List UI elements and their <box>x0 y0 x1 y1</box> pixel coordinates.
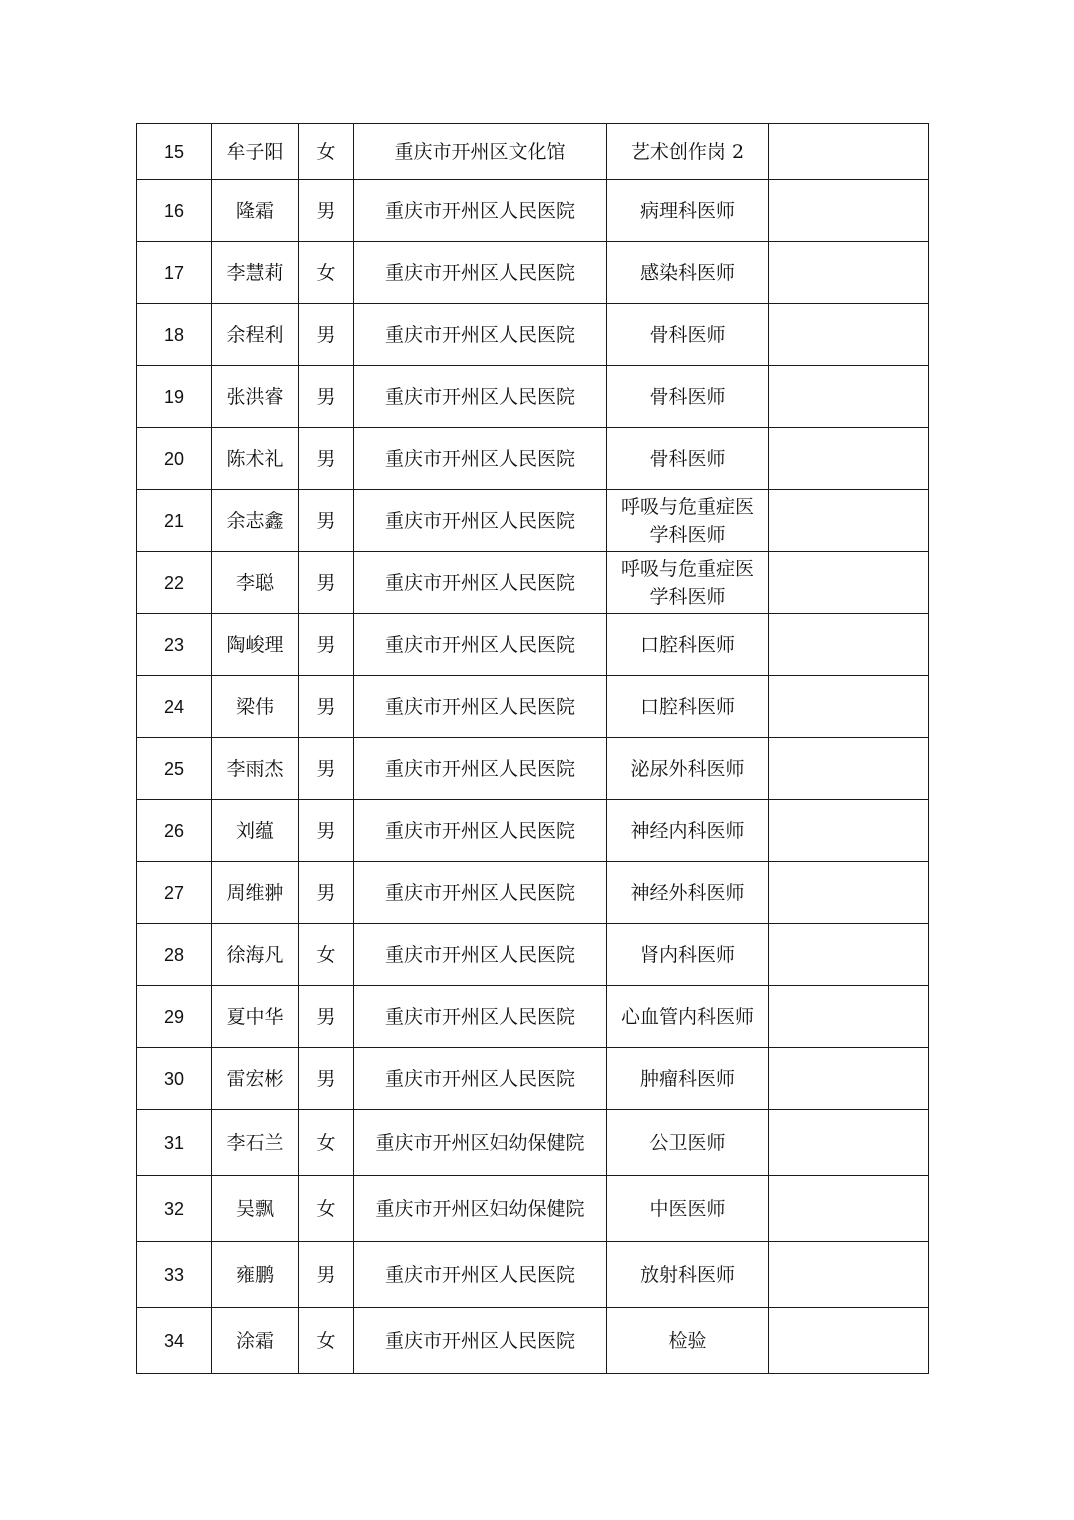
cell-number: 19 <box>137 366 212 428</box>
cell-name: 余程利 <box>212 304 299 366</box>
cell-post: 口腔科医师 <box>607 676 769 738</box>
cell-gender: 男 <box>299 552 354 614</box>
cell-post: 肾内科医师 <box>607 924 769 986</box>
table-row <box>137 304 929 366</box>
cell-name: 牟子阳 <box>212 124 299 180</box>
cell-unit: 重庆市开州区人民医院 <box>354 304 607 366</box>
table-row <box>137 800 929 862</box>
cell-number: 23 <box>137 614 212 676</box>
table-row <box>137 1176 929 1242</box>
roster-body <box>137 124 929 1374</box>
cell-post: 骨科医师 <box>607 304 769 366</box>
roster-table <box>136 123 929 1374</box>
cell-name: 雍鹏 <box>212 1242 299 1308</box>
cell-unit: 重庆市开州区人民医院 <box>354 1048 607 1110</box>
table-row <box>137 924 929 986</box>
cell-post: 肿瘤科医师 <box>607 1048 769 1110</box>
cell-name: 雷宏彬 <box>212 1048 299 1110</box>
table-row <box>137 1308 929 1374</box>
cell-name: 夏中华 <box>212 986 299 1048</box>
cell-remark <box>769 180 929 242</box>
cell-unit: 重庆市开州区人民医院 <box>354 552 607 614</box>
cell-post: 公卫医师 <box>607 1110 769 1176</box>
cell-remark <box>769 552 929 614</box>
cell-remark <box>769 1110 929 1176</box>
cell-unit: 重庆市开州区人民医院 <box>354 366 607 428</box>
cell-name: 周维翀 <box>212 862 299 924</box>
cell-number: 29 <box>137 986 212 1048</box>
cell-name: 陈术礼 <box>212 428 299 490</box>
cell-number: 21 <box>137 490 212 552</box>
cell-remark <box>769 242 929 304</box>
cell-remark <box>769 676 929 738</box>
cell-unit: 重庆市开州区人民医院 <box>354 800 607 862</box>
cell-gender: 女 <box>299 242 354 304</box>
cell-post: 神经内科医师 <box>607 800 769 862</box>
table-row <box>137 1110 929 1176</box>
cell-name: 吴飘 <box>212 1176 299 1242</box>
cell-post: 呼吸与危重症医学科医师 <box>607 490 769 552</box>
cell-gender: 男 <box>299 986 354 1048</box>
cell-unit: 重庆市开州区人民医院 <box>354 924 607 986</box>
table-row <box>137 862 929 924</box>
cell-gender: 男 <box>299 1048 354 1110</box>
cell-gender: 男 <box>299 490 354 552</box>
cell-post: 骨科医师 <box>607 428 769 490</box>
cell-remark <box>769 1242 929 1308</box>
cell-remark <box>769 924 929 986</box>
cell-unit: 重庆市开州区人民医院 <box>354 1242 607 1308</box>
cell-remark <box>769 1176 929 1242</box>
cell-post: 病理科医师 <box>607 180 769 242</box>
cell-post: 放射科医师 <box>607 1242 769 1308</box>
cell-remark <box>769 1308 929 1374</box>
table-row <box>137 676 929 738</box>
table-row <box>137 124 929 180</box>
cell-name: 徐海凡 <box>212 924 299 986</box>
cell-name: 李石兰 <box>212 1110 299 1176</box>
cell-remark <box>769 614 929 676</box>
cell-unit: 重庆市开州区人民医院 <box>354 862 607 924</box>
cell-gender: 女 <box>299 924 354 986</box>
cell-remark <box>769 428 929 490</box>
cell-unit: 重庆市开州区人民医院 <box>354 676 607 738</box>
cell-post: 中医医师 <box>607 1176 769 1242</box>
cell-unit: 重庆市开州区人民医院 <box>354 428 607 490</box>
table-row <box>137 986 929 1048</box>
cell-name: 涂霜 <box>212 1308 299 1374</box>
table-row <box>137 552 929 614</box>
cell-number: 17 <box>137 242 212 304</box>
cell-name: 李雨杰 <box>212 738 299 800</box>
cell-post: 心血管内科医师 <box>607 986 769 1048</box>
cell-name: 李慧莉 <box>212 242 299 304</box>
cell-gender: 女 <box>299 1176 354 1242</box>
cell-post: 感染科医师 <box>607 242 769 304</box>
cell-number: 26 <box>137 800 212 862</box>
cell-remark <box>769 304 929 366</box>
cell-name: 梁伟 <box>212 676 299 738</box>
cell-gender: 男 <box>299 862 354 924</box>
cell-number: 24 <box>137 676 212 738</box>
cell-post: 泌尿外科医师 <box>607 738 769 800</box>
table-row <box>137 366 929 428</box>
cell-remark <box>769 124 929 180</box>
cell-gender: 女 <box>299 1308 354 1374</box>
cell-remark <box>769 800 929 862</box>
cell-unit: 重庆市开州区人民医院 <box>354 490 607 552</box>
cell-number: 31 <box>137 1110 212 1176</box>
cell-unit: 重庆市开州区妇幼保健院 <box>354 1110 607 1176</box>
cell-gender: 男 <box>299 428 354 490</box>
cell-name: 张洪睿 <box>212 366 299 428</box>
cell-number: 32 <box>137 1176 212 1242</box>
cell-remark <box>769 1048 929 1110</box>
cell-name: 隆霜 <box>212 180 299 242</box>
cell-number: 18 <box>137 304 212 366</box>
cell-post: 呼吸与危重症医学科医师 <box>607 552 769 614</box>
cell-gender: 男 <box>299 614 354 676</box>
cell-remark <box>769 366 929 428</box>
cell-name: 刘蕴 <box>212 800 299 862</box>
cell-remark <box>769 738 929 800</box>
cell-post: 检验 <box>607 1308 769 1374</box>
cell-name: 余志鑫 <box>212 490 299 552</box>
cell-name: 陶峻理 <box>212 614 299 676</box>
cell-number: 33 <box>137 1242 212 1308</box>
cell-unit: 重庆市开州区人民医院 <box>354 1308 607 1374</box>
cell-post: 口腔科医师 <box>607 614 769 676</box>
cell-post: 骨科医师 <box>607 366 769 428</box>
table-row <box>137 738 929 800</box>
cell-post: 艺术创作岗 2 <box>607 124 769 180</box>
cell-number: 30 <box>137 1048 212 1110</box>
cell-number: 28 <box>137 924 212 986</box>
table-row <box>137 1048 929 1110</box>
cell-gender: 女 <box>299 124 354 180</box>
cell-unit: 重庆市开州区人民医院 <box>354 614 607 676</box>
cell-unit: 重庆市开州区人民医院 <box>354 242 607 304</box>
table-row <box>137 1242 929 1308</box>
cell-number: 16 <box>137 180 212 242</box>
table-row <box>137 490 929 552</box>
cell-number: 15 <box>137 124 212 180</box>
cell-remark <box>769 862 929 924</box>
cell-gender: 男 <box>299 366 354 428</box>
cell-unit: 重庆市开州区人民医院 <box>354 738 607 800</box>
cell-number: 22 <box>137 552 212 614</box>
cell-gender: 男 <box>299 676 354 738</box>
cell-number: 27 <box>137 862 212 924</box>
cell-unit: 重庆市开州区妇幼保健院 <box>354 1176 607 1242</box>
cell-unit: 重庆市开州区文化馆 <box>354 124 607 180</box>
cell-number: 20 <box>137 428 212 490</box>
cell-gender: 男 <box>299 1242 354 1308</box>
cell-unit: 重庆市开州区人民医院 <box>354 986 607 1048</box>
cell-gender: 男 <box>299 738 354 800</box>
cell-remark <box>769 490 929 552</box>
cell-gender: 男 <box>299 180 354 242</box>
table-row <box>137 614 929 676</box>
table-row <box>137 180 929 242</box>
table-row <box>137 428 929 490</box>
cell-post: 神经外科医师 <box>607 862 769 924</box>
cell-remark <box>769 986 929 1048</box>
cell-gender: 男 <box>299 304 354 366</box>
cell-unit: 重庆市开州区人民医院 <box>354 180 607 242</box>
cell-number: 34 <box>137 1308 212 1374</box>
cell-name: 李聪 <box>212 552 299 614</box>
cell-gender: 女 <box>299 1110 354 1176</box>
cell-gender: 男 <box>299 800 354 862</box>
table-row <box>137 242 929 304</box>
cell-number: 25 <box>137 738 212 800</box>
